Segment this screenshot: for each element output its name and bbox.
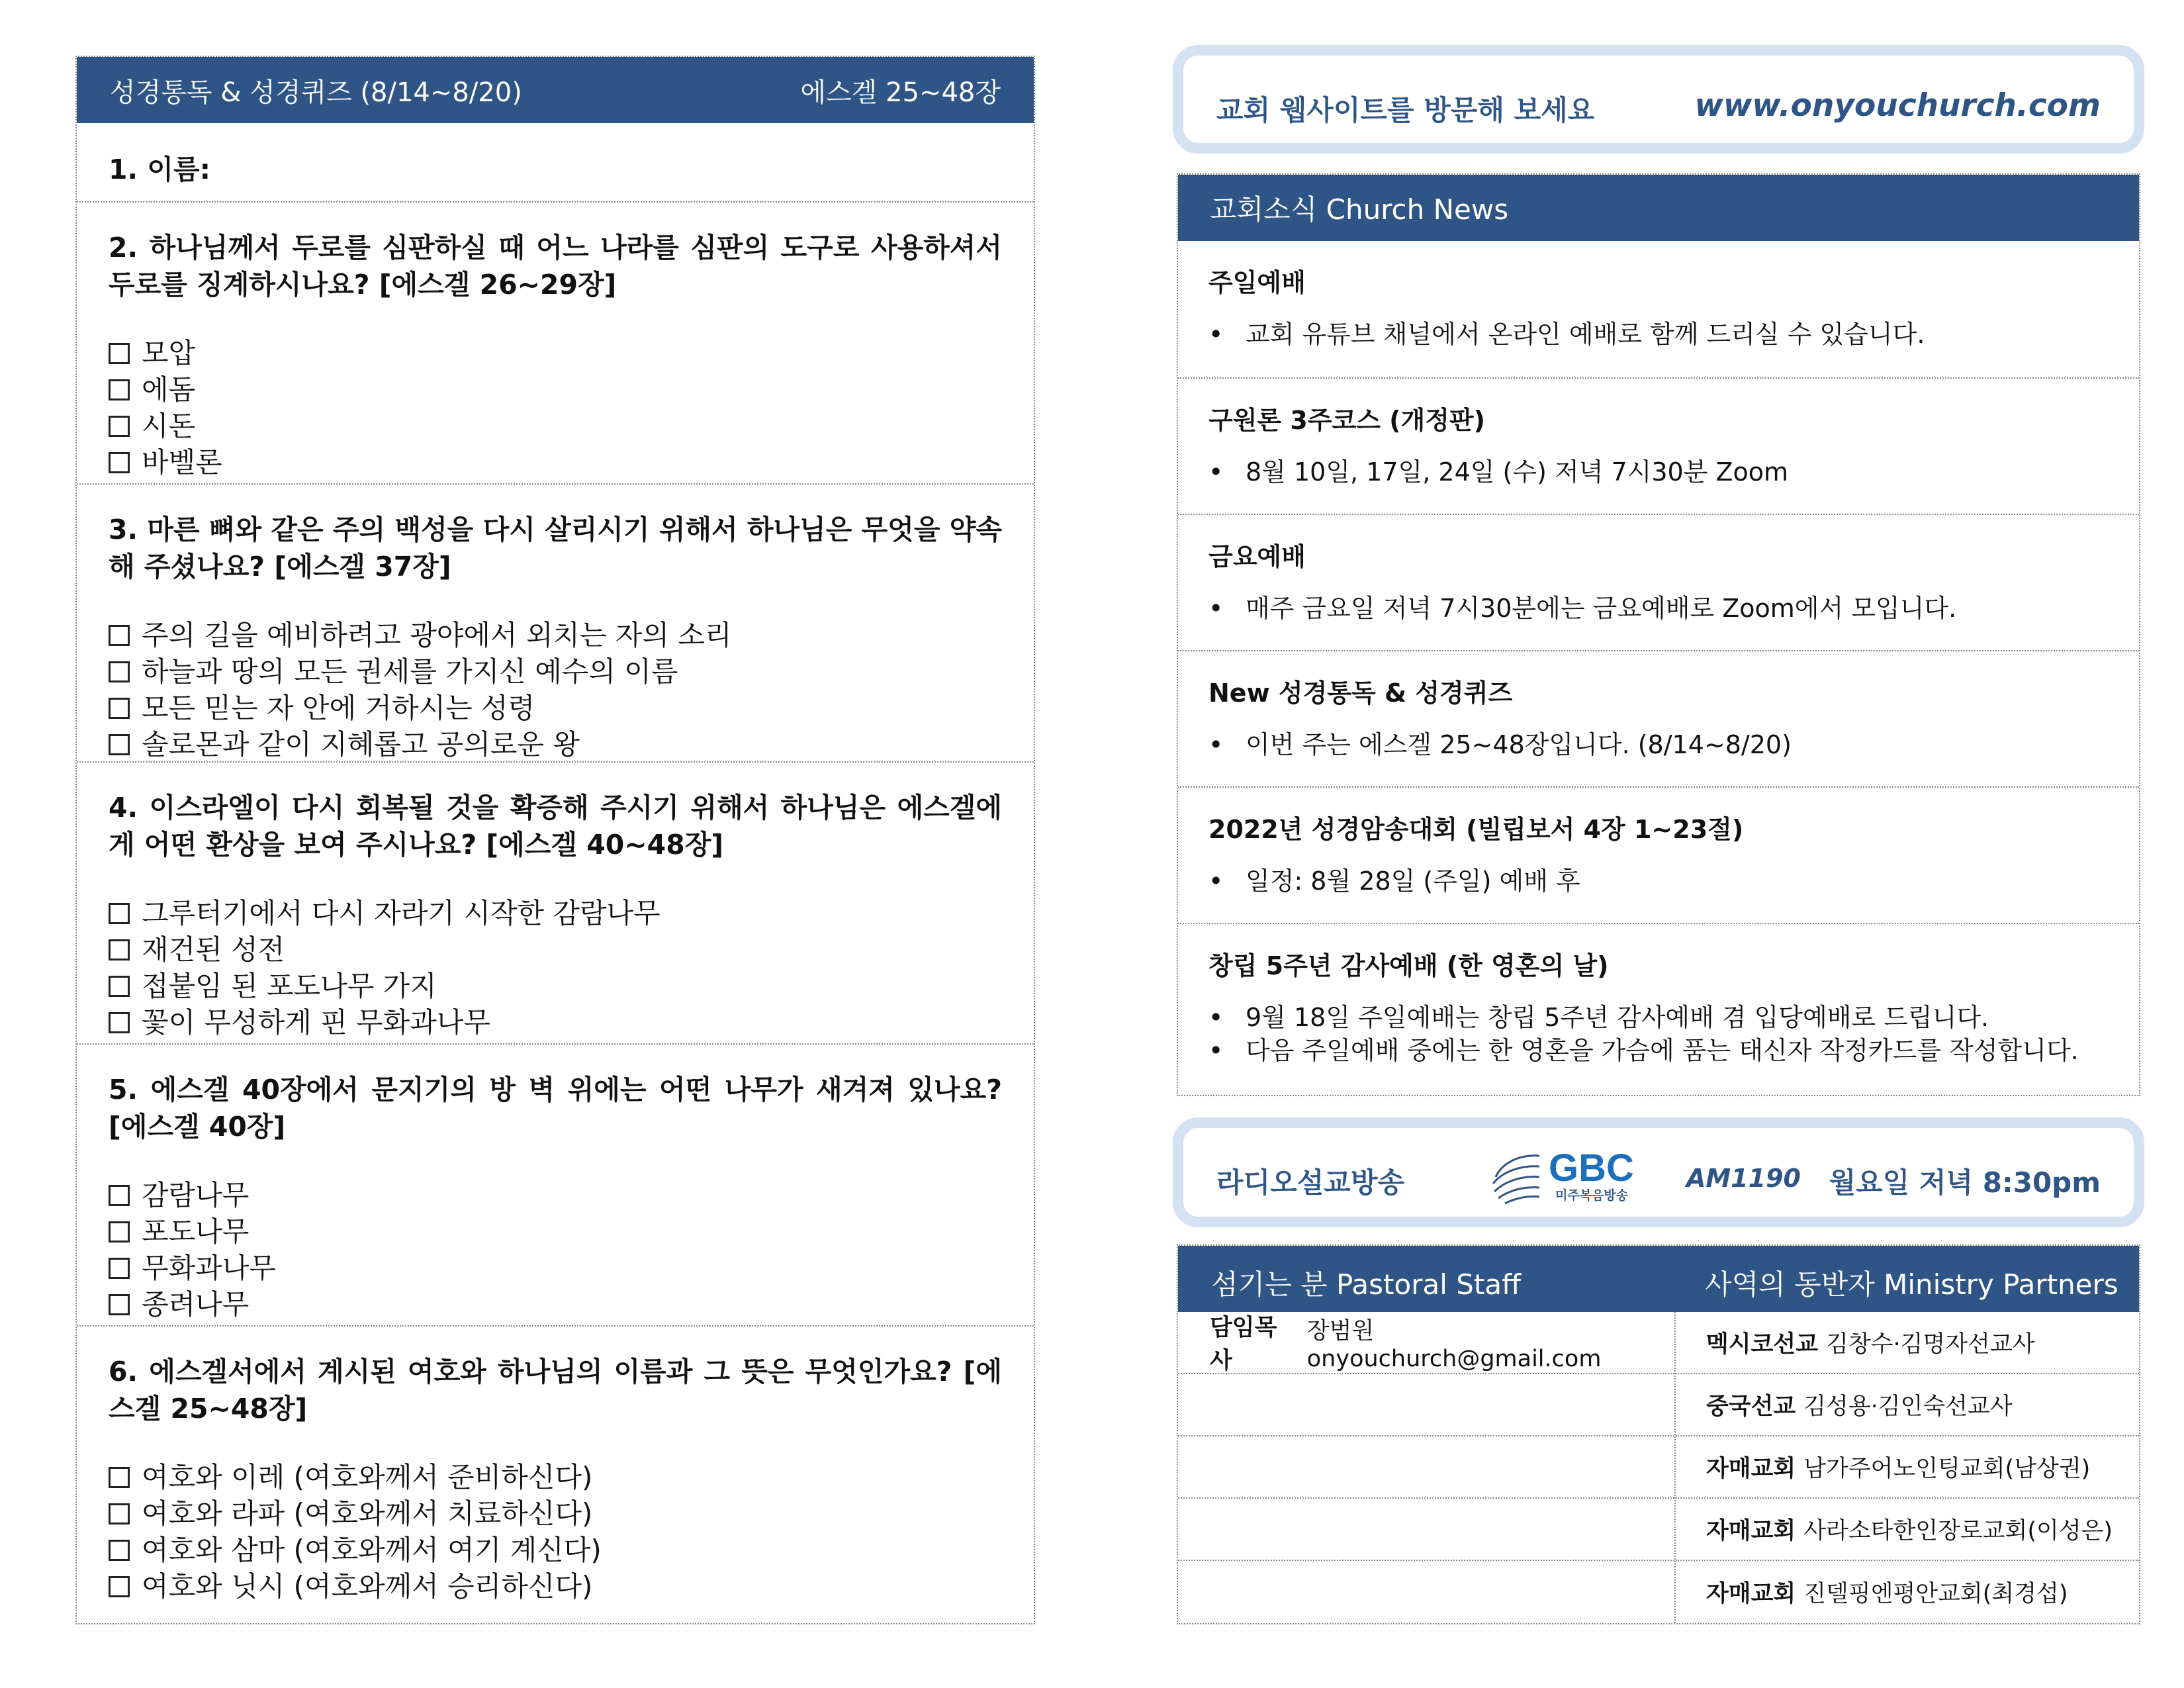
partner-role: 중국선교 bbox=[1706, 1393, 1796, 1420]
option-label: 모든 믿는 자 안에 거하시는 성령 bbox=[142, 692, 535, 724]
option-checkbox[interactable] bbox=[109, 726, 1002, 763]
radio-label: 라디오설교방송 bbox=[1216, 1166, 1405, 1199]
checkbox-icon[interactable] bbox=[109, 1467, 130, 1488]
quiz-question-3 bbox=[77, 483, 1034, 761]
option-checkbox[interactable] bbox=[109, 1004, 1002, 1041]
news-bullet: • 9월 18일 주일예배는 창립 5주년 감사예배 겸 입당예배로 드립니다. bbox=[1208, 1001, 2109, 1034]
news-title: 주일예배 bbox=[1208, 268, 1306, 297]
partner-row bbox=[1676, 1436, 2139, 1499]
news-bullet: • 다음 주일예배 중에는 한 영혼을 가슴에 품는 태신자 작정카드를 작성합니다. bbox=[1208, 1034, 2109, 1067]
checkbox-icon[interactable] bbox=[109, 939, 130, 961]
radio-time: 월요일 저녁 8:30pm bbox=[1829, 1166, 2101, 1199]
checkbox-icon[interactable] bbox=[109, 416, 130, 437]
partner-name: 남가주어노인팅교회(남상권) bbox=[1803, 1456, 2091, 1482]
radio-banner bbox=[1173, 1117, 2144, 1227]
partner-role: 자매교회 bbox=[1706, 1518, 1796, 1544]
checkbox-icon[interactable] bbox=[109, 1221, 130, 1243]
news-item-salvation-course bbox=[1178, 377, 2139, 514]
partner-name: 김성용·김인숙선교사 bbox=[1803, 1393, 2013, 1420]
option-label: 꽃이 무성하게 핀 무화과나무 bbox=[142, 1006, 490, 1039]
question-text: 2. 하나님께서 두로를 심판하실 때 어느 나라를 심판의 도구로 사용하셔서 두로를 징계하시나요? [에스겔 26~29장] bbox=[109, 232, 1002, 301]
option-label: 여호와 라파 (여호와께서 치료하신다) bbox=[142, 1497, 593, 1530]
news-header: 교회소식 Church News bbox=[1178, 175, 2139, 241]
question-text: 3. 마른 뼈와 같은 주의 백성을 다시 살리시기 위해서 하나님은 무엇을 약속해 주셨나요? [에스겔 37장] bbox=[109, 514, 1002, 583]
staff-panel bbox=[1177, 1244, 2140, 1624]
option-label: 솔로몬과 같이 지혜롭고 공의로운 왕 bbox=[142, 728, 580, 761]
pastor-row bbox=[1178, 1312, 1674, 1374]
option-label: 종려나무 bbox=[142, 1288, 250, 1321]
option-checkbox[interactable] bbox=[109, 1177, 1002, 1213]
option-checkbox[interactable] bbox=[109, 690, 1002, 726]
question-text: 4. 이스라엘이 다시 회복될 것을 확증해 주시기 위해서 하나님은 에스겔에게 어떤 환상을 보여 주시나요? [에스겔 40~48장] bbox=[109, 792, 1002, 861]
question-text: 5. 에스겔 40장에서 문지기의 방 벽 위에는 어떤 나무가 새겨져 있나요? [에스겔 40장] bbox=[109, 1074, 1002, 1143]
checkbox-icon[interactable] bbox=[109, 1540, 130, 1561]
option-label: 접붙임 된 포도나무 가지 bbox=[142, 970, 437, 1002]
option-label: 에돔 bbox=[142, 373, 196, 406]
option-label: 재건된 성전 bbox=[142, 933, 285, 966]
partner-role: 멕시코선교 bbox=[1706, 1331, 1819, 1358]
news-item-friday-worship bbox=[1178, 514, 2139, 650]
empty-row bbox=[1178, 1436, 1674, 1499]
radio-station: AM1190 bbox=[1686, 1164, 1801, 1193]
option-checkbox[interactable] bbox=[109, 617, 1002, 653]
news-item-anniversary bbox=[1178, 923, 2139, 1096]
staff-header bbox=[1178, 1246, 2139, 1312]
news-title: 2022년 성경암송대회 (빌립보서 4장 1~23절) bbox=[1208, 815, 1744, 844]
partner-row bbox=[1676, 1312, 2139, 1374]
option-label: 여호와 닛시 (여호와께서 승리하신다) bbox=[142, 1570, 593, 1603]
option-label: 하늘과 땅의 모든 권세를 가지신 예수의 이름 bbox=[142, 655, 678, 688]
quiz-range: 에스겔 25~48장 bbox=[800, 77, 1001, 108]
news-bullet: • 8월 10일, 17일, 24일 (수) 저녁 7시30분 Zoom bbox=[1208, 455, 2109, 489]
news-bullet: • 이번 주는 에스겔 25~48장입니다. (8/14~8/20) bbox=[1208, 728, 2109, 761]
empty-row bbox=[1178, 1499, 1674, 1561]
empty-row bbox=[1178, 1374, 1674, 1436]
news-item-bible-quiz bbox=[1178, 650, 2139, 786]
news-title: 금요예배 bbox=[1208, 542, 1306, 571]
pastoral-staff-heading: 섬기는 분 Pastoral Staff bbox=[1211, 1268, 1522, 1301]
option-label: 여호와 이레 (여호와께서 준비하신다) bbox=[142, 1461, 593, 1493]
option-label: 주의 길을 예비하려고 광야에서 외치는 자의 소리 bbox=[142, 619, 732, 651]
news-title: 창립 5주년 감사예배 (한 영혼의 날) bbox=[1208, 951, 1609, 980]
option-checkbox[interactable] bbox=[109, 653, 1002, 690]
ministry-partners-heading: 사역의 동반자 Ministry Partners bbox=[1705, 1268, 2118, 1301]
quiz-header bbox=[77, 57, 1034, 123]
partner-row bbox=[1676, 1374, 2139, 1436]
option-label: 모압 bbox=[142, 337, 196, 369]
name-label: 1. 이름: bbox=[109, 154, 210, 185]
checkbox-icon[interactable] bbox=[109, 343, 130, 364]
website-label: 교회 웹사이트를 방문해 보세요 bbox=[1216, 94, 1595, 126]
option-label: 시돈 bbox=[142, 410, 196, 442]
option-checkbox[interactable] bbox=[109, 968, 1002, 1004]
news-bullet: • 매주 금요일 저녁 7시30분에는 금요예배로 Zoom에서 모입니다. bbox=[1208, 592, 2109, 625]
checkbox-icon[interactable] bbox=[109, 452, 130, 473]
gbc-logo-text: GBC bbox=[1549, 1147, 1634, 1190]
checkbox-icon[interactable] bbox=[109, 1258, 130, 1279]
pastor-role: 담임목사 bbox=[1210, 1315, 1277, 1374]
option-checkbox[interactable] bbox=[109, 1495, 1002, 1532]
option-checkbox[interactable] bbox=[109, 1213, 1002, 1250]
option-checkbox[interactable] bbox=[109, 931, 1002, 968]
partner-row bbox=[1676, 1499, 2139, 1561]
gbc-logo-icon bbox=[1488, 1143, 1660, 1209]
checkbox-icon[interactable] bbox=[109, 379, 130, 400]
news-item-sunday-worship bbox=[1178, 241, 2139, 377]
partner-role: 자매교회 bbox=[1706, 1581, 1796, 1607]
checkbox-icon[interactable] bbox=[109, 1503, 130, 1524]
option-label: 바벨론 bbox=[142, 446, 222, 479]
option-checkbox[interactable] bbox=[109, 335, 1002, 371]
quiz-panel bbox=[75, 56, 1035, 1624]
partner-name: 사라소타한인장로교회(이성은) bbox=[1803, 1518, 2113, 1544]
checkbox-icon[interactable] bbox=[109, 1576, 130, 1597]
option-checkbox[interactable] bbox=[109, 1250, 1002, 1286]
partner-name: 진델핑엔평안교회(최경섭) bbox=[1803, 1581, 2068, 1607]
quiz-question-2 bbox=[77, 201, 1034, 483]
checkbox-icon[interactable] bbox=[109, 698, 130, 719]
quiz-title: 성경통독 & 성경퀴즈 (8/14~8/20) bbox=[110, 77, 522, 108]
option-checkbox[interactable] bbox=[109, 895, 1002, 931]
option-checkbox[interactable] bbox=[109, 1532, 1002, 1568]
checkbox-icon[interactable] bbox=[109, 1294, 130, 1315]
option-label: 여호와 삼마 (여호와께서 여기 계신다) bbox=[142, 1534, 602, 1566]
website-banner bbox=[1173, 45, 2144, 154]
option-checkbox[interactable] bbox=[109, 1568, 1002, 1605]
church-news-panel bbox=[1177, 173, 2140, 1096]
option-label: 포도나무 bbox=[142, 1215, 250, 1248]
option-checkbox[interactable] bbox=[109, 371, 1002, 408]
pastor-info: 장범원 onyouchurch@gmail.com bbox=[1306, 1318, 1602, 1372]
checkbox-icon[interactable] bbox=[109, 1185, 130, 1206]
partner-name: 김창수·김명자선교사 bbox=[1826, 1331, 2035, 1358]
news-title: New 성경통독 & 성경퀴즈 bbox=[1208, 679, 1513, 708]
checkbox-icon[interactable] bbox=[109, 661, 130, 682]
gbc-logo-subtitle: 미주복음방송 bbox=[1555, 1188, 1629, 1203]
website-link[interactable]: www.onyouchurch.com bbox=[1694, 87, 2101, 124]
option-label: 감람나무 bbox=[142, 1179, 250, 1211]
option-checkbox[interactable] bbox=[109, 1459, 1002, 1495]
news-bullet: • 일정: 8월 28일 (주일) 예배 후 bbox=[1208, 865, 2109, 898]
partner-row bbox=[1676, 1561, 2139, 1623]
checkbox-icon[interactable] bbox=[109, 976, 130, 997]
news-title: 구원론 3주코스 (개정판) bbox=[1208, 406, 1486, 435]
quiz-question-6 bbox=[77, 1325, 1034, 1623]
partner-role: 자매교회 bbox=[1706, 1456, 1796, 1482]
quiz-question-5 bbox=[77, 1043, 1034, 1325]
news-item-recitation-contest bbox=[1178, 786, 2139, 923]
checkbox-icon[interactable] bbox=[109, 734, 130, 755]
option-checkbox[interactable] bbox=[109, 1286, 1002, 1323]
option-checkbox[interactable] bbox=[109, 408, 1002, 444]
question-text: 6. 에스겔서에서 계시된 여호와 하나님의 이름과 그 뜻은 무엇인가요? [에스겔 25~48장] bbox=[109, 1356, 1002, 1425]
checkbox-icon[interactable] bbox=[109, 903, 130, 924]
checkbox-icon[interactable] bbox=[109, 1012, 130, 1033]
news-bullet: • 교회 유튜브 채널에서 온라인 예배로 함께 드리실 수 있습니다. bbox=[1208, 318, 2109, 351]
option-checkbox[interactable] bbox=[109, 444, 1002, 481]
option-label: 그루터기에서 다시 자라기 시작한 감람나무 bbox=[142, 897, 660, 929]
checkbox-icon[interactable] bbox=[109, 625, 130, 646]
quiz-question-4 bbox=[77, 761, 1034, 1043]
option-label: 무화과나무 bbox=[142, 1252, 276, 1284]
